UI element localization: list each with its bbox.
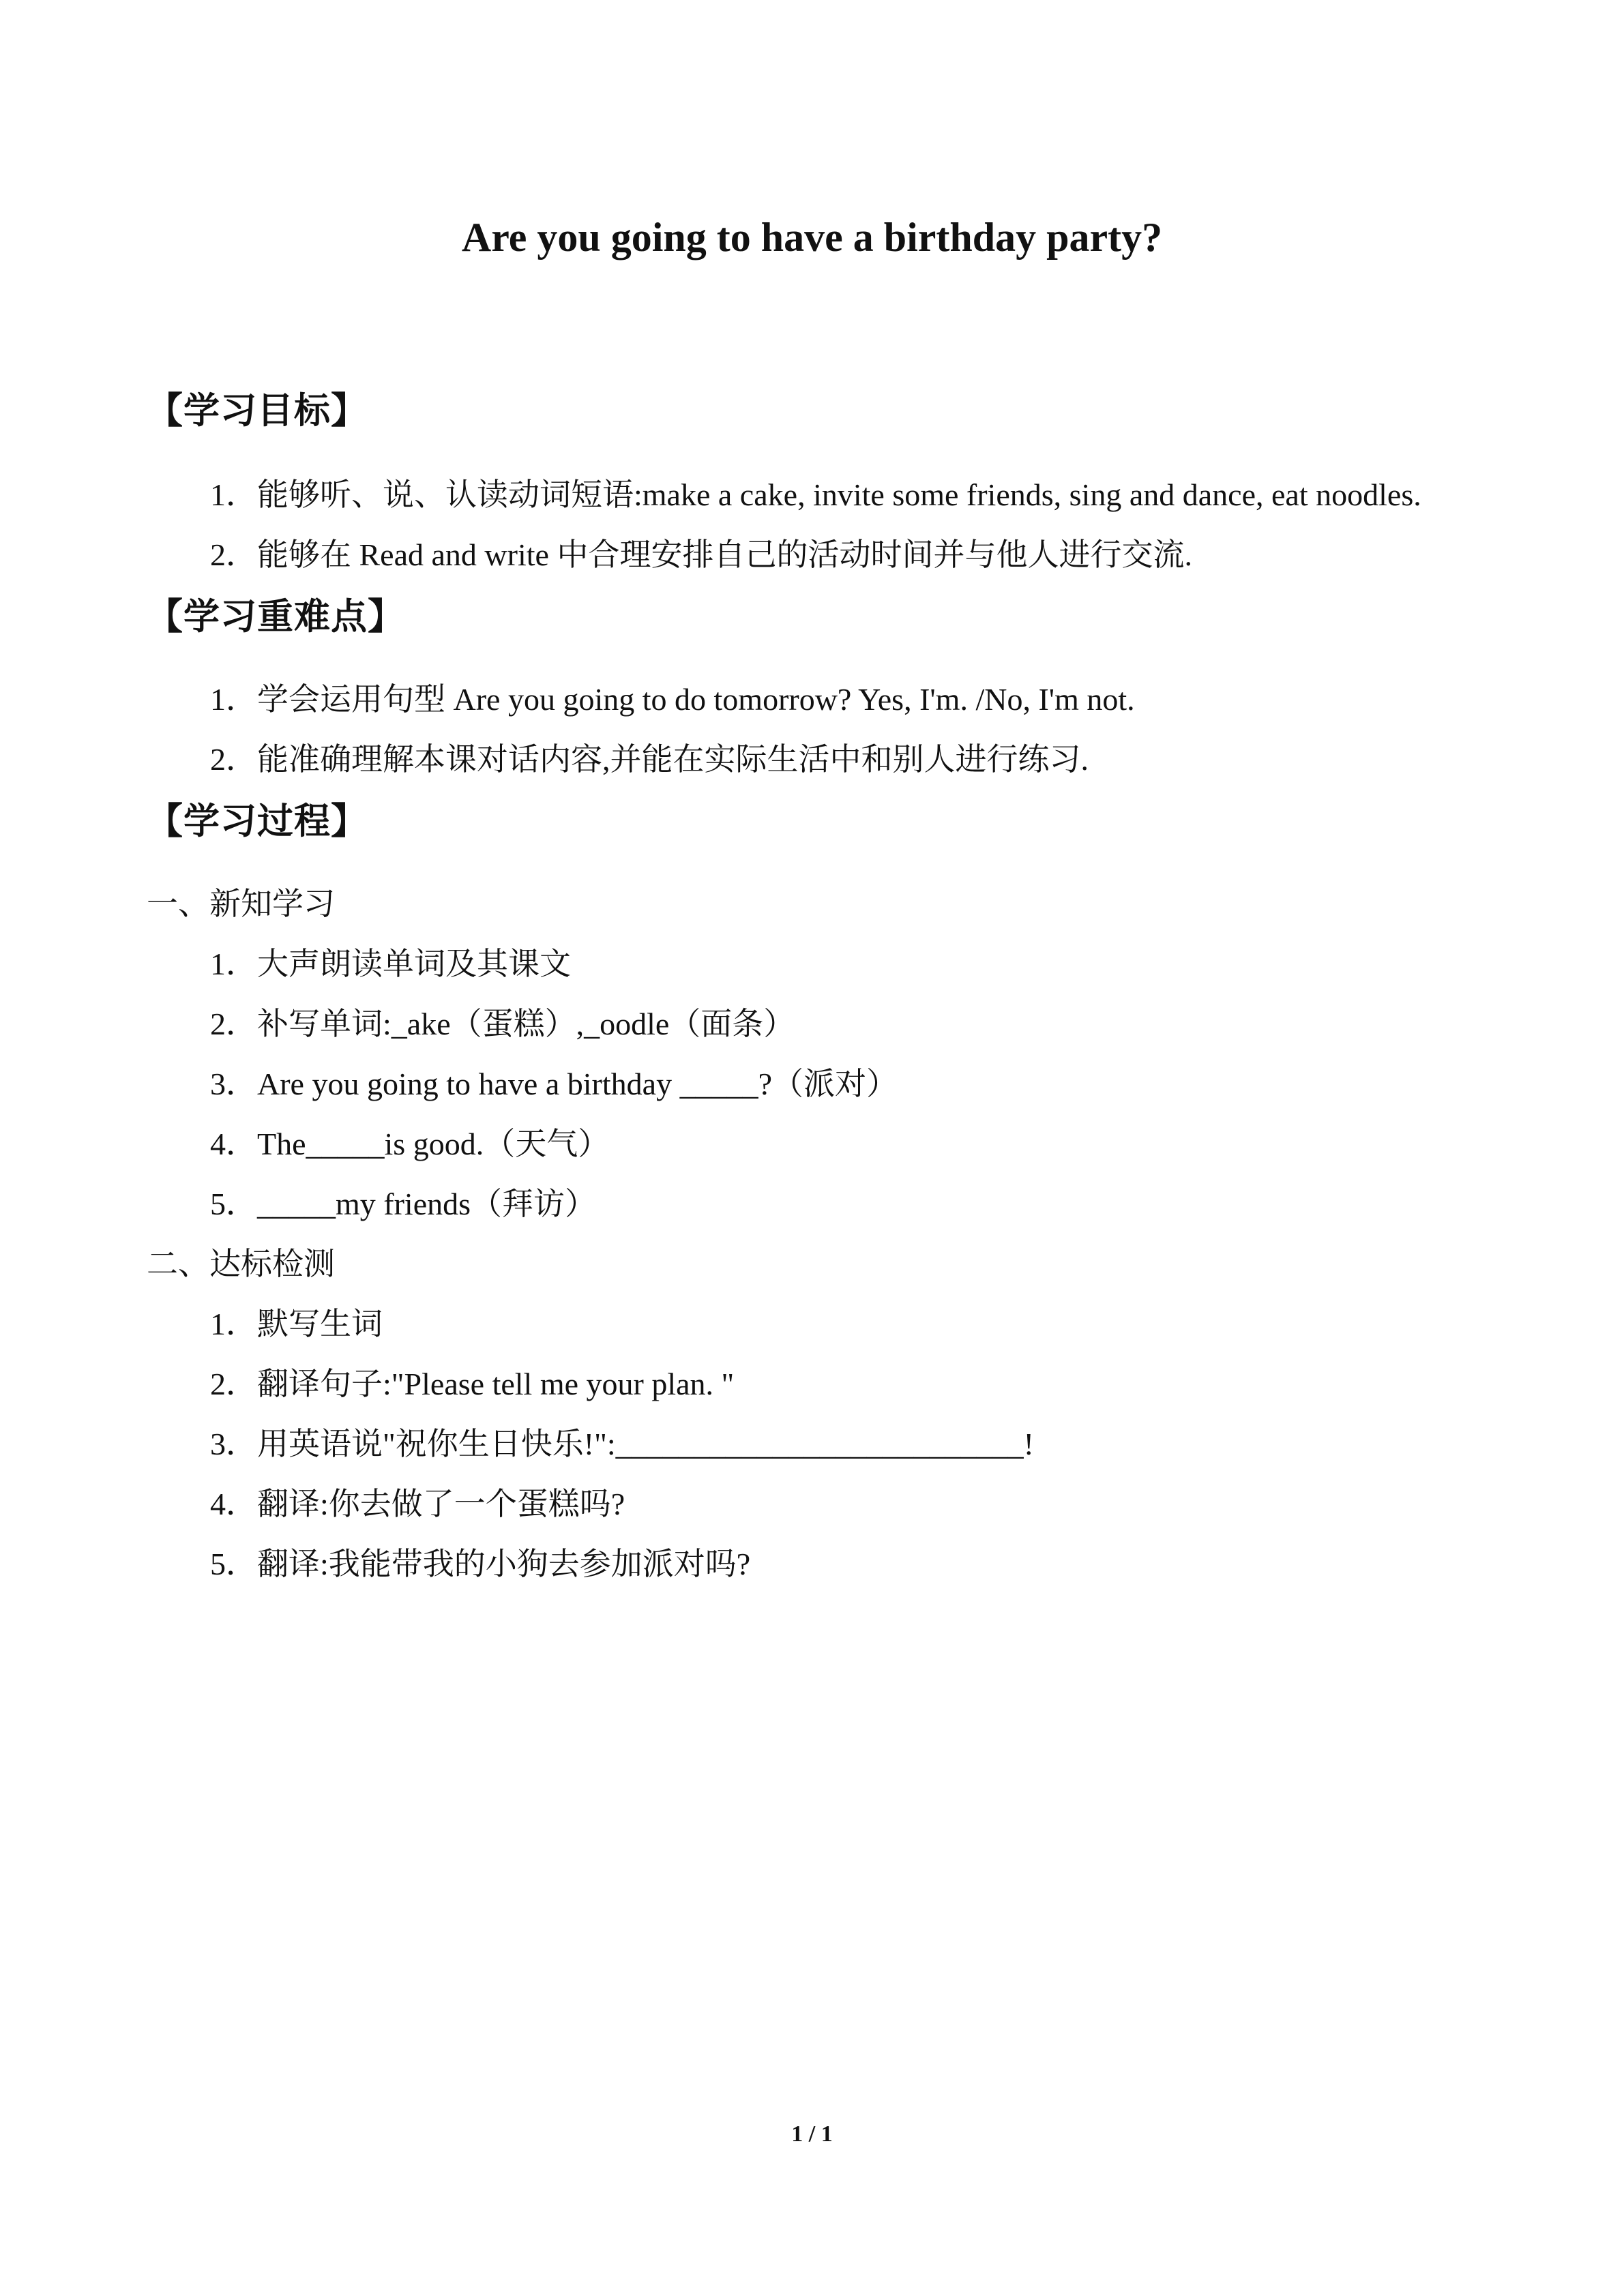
item-text: 翻译:我能带我的小狗去参加派对吗? xyxy=(257,1547,751,1581)
item-number: 1． xyxy=(210,1307,257,1341)
item-text: 学会运用句型 Are you going to do tomorrow? Yes, I'm. /No, I'm not. xyxy=(257,682,1135,717)
exercise-item xyxy=(210,1424,1034,1465)
exercise-item xyxy=(210,1184,596,1225)
item-number: 2． xyxy=(210,1007,257,1041)
item-text: The_____is good.（天气） xyxy=(257,1127,610,1161)
item-number: 2． xyxy=(210,1367,257,1401)
item-text: 翻译句子:"Please tell me your plan. " xyxy=(257,1367,735,1401)
item-text: 用英语说"祝你生日快乐!":__________________________! xyxy=(257,1427,1034,1461)
key-point-item xyxy=(210,679,1135,720)
item-text: 能够在 Read and write 中合理安排自己的活动时间并与他人进行交流. xyxy=(257,537,1192,572)
exercise-item xyxy=(210,1124,609,1165)
page-title: Are you going to have a birthday party? xyxy=(461,215,1163,260)
item-number: 5． xyxy=(210,1547,257,1581)
item-text: 能准确理解本课对话内容,并能在实际生活中和别人进行练习. xyxy=(257,742,1089,777)
key-point-item xyxy=(210,739,1089,780)
item-number: 3． xyxy=(210,1427,257,1461)
item-number: 5． xyxy=(210,1187,257,1221)
section-heading-key-points: 【学习重难点】 xyxy=(147,596,404,638)
section-heading-process: 【学习过程】 xyxy=(147,801,368,842)
subsection-label-assessment: 二、达标检测 xyxy=(147,1247,335,1281)
item-text: 能够听、说、认读动词短语:make a cake, invite some friends, sing and dance, eat noodles. xyxy=(257,477,1421,512)
exercise-item xyxy=(210,1484,625,1525)
exercise-item xyxy=(210,1004,795,1045)
exercise-item xyxy=(210,944,571,985)
item-number: 2． xyxy=(210,537,257,572)
item-text: _____my friends（拜访） xyxy=(257,1187,597,1221)
item-text: Are you going to have a birthday _____?（派对） xyxy=(257,1067,898,1101)
item-number: 1． xyxy=(210,682,257,717)
objective-item xyxy=(210,475,1421,516)
subsection-label-new-knowledge: 一、新知学习 xyxy=(147,886,335,921)
page-number: 1 / 1 xyxy=(791,2121,833,2147)
exercise-item xyxy=(210,1544,750,1585)
section-heading-objectives: 【学习目标】 xyxy=(147,390,368,432)
objective-item xyxy=(210,535,1192,576)
item-number: 3． xyxy=(210,1067,257,1101)
exercise-item xyxy=(210,1304,383,1345)
item-text: 补写单词:_ake（蛋糕）,_oodle（面条） xyxy=(257,1007,795,1041)
item-number: 1． xyxy=(210,477,257,512)
exercise-item xyxy=(210,1364,734,1405)
item-text: 翻译:你去做了一个蛋糕吗? xyxy=(257,1487,625,1521)
item-text: 大声朗读单词及其课文 xyxy=(257,946,571,981)
exercise-item xyxy=(210,1064,898,1105)
item-number: 4． xyxy=(210,1487,257,1521)
item-number: 2． xyxy=(210,742,257,777)
item-number: 1． xyxy=(210,946,257,981)
item-number: 4． xyxy=(210,1127,257,1161)
item-text: 默写生词 xyxy=(257,1307,383,1341)
